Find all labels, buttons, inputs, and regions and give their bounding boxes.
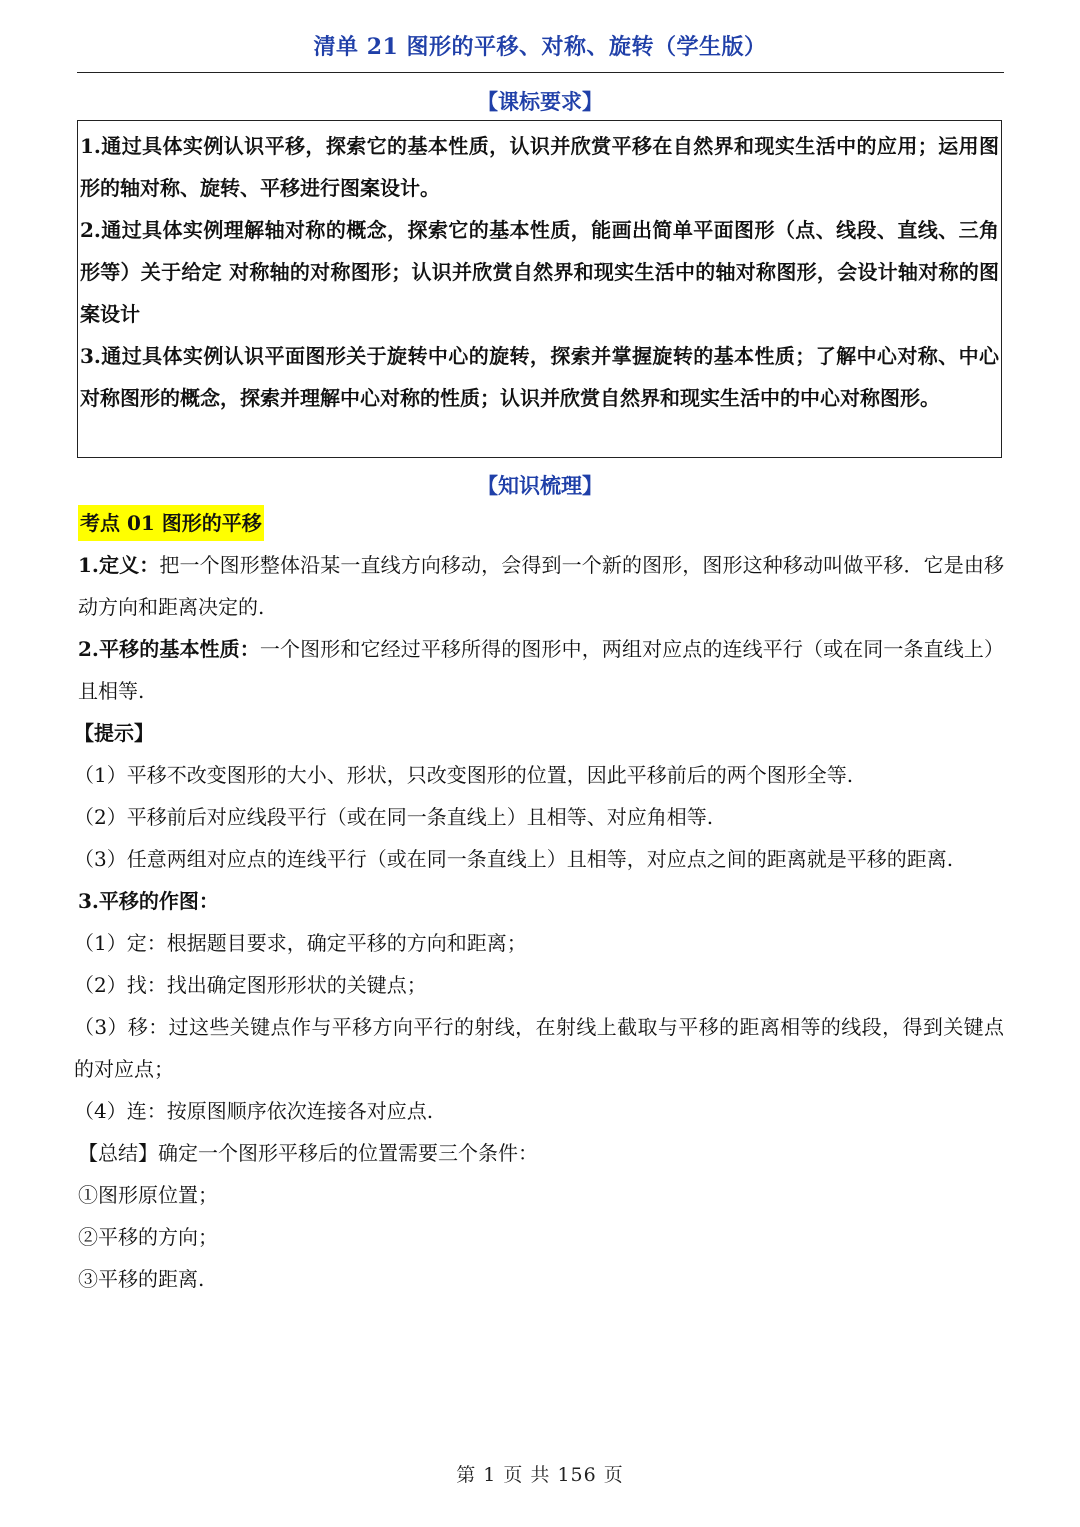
knowledge-heading: 【知识梳理】 — [477, 473, 603, 498]
property-paragraph — [78, 628, 1004, 712]
drawing-label: 3.平移的作图： — [78, 889, 219, 913]
document-title: 清单 21 图形的平移、对称、旋转（学生版） — [313, 34, 767, 60]
requirement-item: 1.通过具体实例认识平移，探索它的基本性质，认识并欣赏平移在自然界和现实生活中的应用；运用图形的轴对称、旋转、平移进行图案设计。 — [80, 134, 999, 200]
point-title: 考点 01 图形的平移 — [78, 505, 264, 541]
property-text: 一个图形和它经过平移所得的图形中，两组对应点的连线平行（或在同一条直线上） 且相等. — [78, 637, 1004, 703]
drawing-step: （4）连：按原图顺序依次连接各对应点. — [74, 1099, 434, 1123]
definition-label: 1.定义： — [78, 553, 160, 577]
definition-text: 把一个图形整体沿某一直线方向移动，会得到一个新的图形，图形这种移动叫做平移．它是由移动方向和距离决定的. — [78, 553, 1004, 619]
summary-item: ③平移的距离. — [78, 1267, 205, 1291]
tips-label: 【提示】 — [74, 721, 154, 745]
drawing-step: （2）找：找出确定图形形状的关键点； — [74, 973, 427, 997]
title-divider — [77, 72, 1004, 73]
summary-text: 【总结】确定一个图形平移后的位置需要三个条件： — [78, 1141, 538, 1165]
requirements-heading: 【课标要求】 — [477, 89, 603, 114]
requirements-box — [77, 120, 1002, 458]
summary-item: ①图形原位置； — [78, 1183, 218, 1207]
tip-item: （1）平移不改变图形的大小、形状，只改变图形的位置，因此平移前后的两个图形全等. — [74, 763, 854, 787]
definition-paragraph — [78, 544, 1004, 628]
property-label: 2.平移的基本性质： — [78, 637, 260, 661]
requirement-item: 3.通过具体实例认识平面图形关于旋转中心的旋转，探索并掌握旋转的基本性质；了解中心对称、中心对称图形的概念，探索并理解中心对称的性质；认识并欣赏自然界和现实生活中的中心对称图形。 — [80, 344, 999, 410]
tip-item: （3）任意两组对应点的连线平行（或在同一条直线上）且相等，对应点之间的距离就是平移的距离. — [74, 847, 954, 871]
page-number-footer: 第 1 页 共 156 页 — [456, 1464, 624, 1486]
knowledge-content — [74, 502, 1004, 1300]
drawing-step: （3）移：过这些关键点作与平移方向平行的射线，在射线上截取与平移的距离相等的线段，得到关键点的对应点； — [74, 1015, 1004, 1081]
tip-item: （2）平移前后对应线段平行（或在同一条直线上）且相等、对应角相等. — [74, 805, 714, 829]
requirement-item: 2.通过具体实例理解轴对称的概念，探索它的基本性质，能画出简单平面图形（点、线段、直线、三角形等）关于给定 对称轴的对称图形；认识并欣赏自然界和现实生活中的轴对称图形，会设计轴对称的图案设计 — [80, 218, 999, 326]
summary-item: ②平移的方向； — [78, 1225, 218, 1249]
drawing-step: （1）定：根据题目要求，确定平移的方向和距离； — [74, 931, 527, 955]
